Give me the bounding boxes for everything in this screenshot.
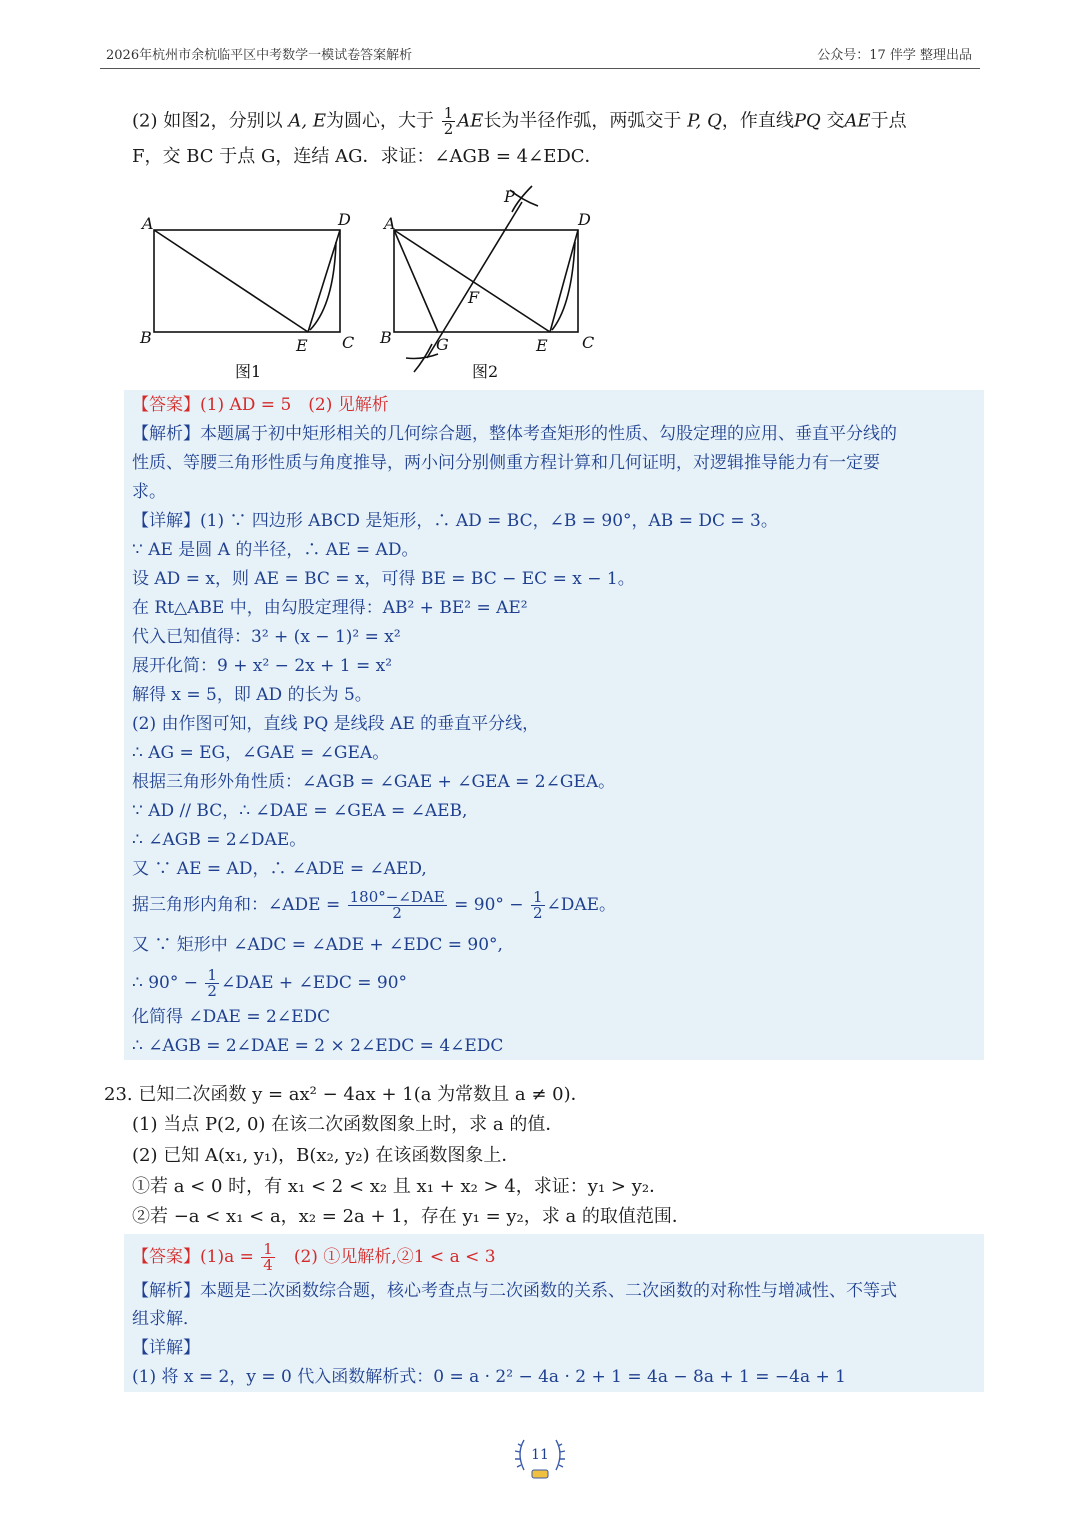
fraction-half: $\frac{1}{2}$ <box>443 104 454 138</box>
sol22-answer: 【答案】(1) AD = 5 (2) 见解析 <box>132 395 389 415</box>
fig2-label-d: D <box>578 210 591 229</box>
sol22-detail-2: ∵ AE 是圆 A 的半径，∴ AE = AD。 <box>132 540 419 560</box>
fig1-segment-ae <box>154 230 308 332</box>
fig2-label-f: F <box>468 288 480 307</box>
fig1-label-d: D <box>338 210 351 229</box>
fig2-label-b: B <box>380 328 392 347</box>
figure-1 <box>154 230 340 332</box>
fig1-label-b: B <box>140 328 152 347</box>
q22-part2-line2: F，交 BC 于点 G，连结 AG．求证：∠AGB = 4∠EDC． <box>132 146 603 167</box>
q23-part2-2: ②若 −a < x₁ < a，x₂ = 2a + 1，存在 y₁ = y₂，求 a 的取值范围． <box>132 1206 690 1227</box>
fig2-arc-q1 <box>406 354 438 359</box>
sol22-detail-1: 【详解】(1) ∵ 四边形 ABCD 是矩形，∴ AD = BC，∠B = 90°，AB = DC = 3。 <box>132 511 778 531</box>
sol22-detail-3: 设 AD = x，则 AE = BC = x，可得 BE = BC − EC = x − 1。 <box>132 569 635 589</box>
q23-part2-1: ①若 a < 0 时，有 x₁ < 2 < x₂ 且 x₁ + x₂ > 4，求证：y₁ > y₂． <box>132 1176 668 1197</box>
sol22-detail-13: 又 ∵ AE = AD，∴ ∠ADE = ∠AED, <box>132 859 427 879</box>
fig2-label-p: P <box>504 187 515 206</box>
sol22-detail-8: (2) 由作图可知，直线 PQ 是线段 AE 的垂直平分线， <box>132 714 540 734</box>
sol22-analysis-3: 求。 <box>132 482 166 502</box>
fig2-segment-de <box>550 230 578 332</box>
sol23-analysis-1: 【解析】本题是二次函数综合题，核心考查点与二次函数的关系、二次函数的对称性与增减性、不等式 <box>132 1281 897 1301</box>
q23-part1: (1) 当点 P(2, 0) 在该二次函数图象上时，求 a 的值． <box>132 1114 564 1135</box>
sol23-answer: 【答案】(1)a = $\frac{1}{4}$ (2) ①见解析,②1 < a < 3 <box>132 1240 496 1274</box>
sol22-detail-18: ∴ ∠AGB = 2∠DAE = 2 × 2∠EDC = 4∠EDC <box>132 1036 504 1056</box>
laurel-emblem <box>510 1432 570 1484</box>
fig2-caption: 图2 <box>472 362 499 381</box>
sol22-detail-9: ∴ AG = EG，∠GAE = ∠GEA。 <box>132 743 390 763</box>
fig2-label-e: E <box>536 336 548 355</box>
q23-part2: (2) 已知 A(x₁, y₁)，B(x₂, y₂) 在该函数图象上． <box>132 1145 520 1166</box>
header-source: 公众号：17 伴学 整理出品 <box>817 48 972 63</box>
fig2-label-a: A <box>384 214 396 233</box>
sol22-detail-17: 化简得 ∠DAE = 2∠EDC <box>132 1007 331 1027</box>
sol22-detail-11: ∵ AD // BC，∴ ∠DAE = ∠GEA = ∠AEB, <box>132 801 468 821</box>
sol23-detail-1: (1) 将 x = 2，y = 0 代入函数解析式：0 = a · 2² − 4a · 2 + 1 = 4a − 8a + 1 = −4a + 1 <box>132 1367 846 1387</box>
fig2-rectangle <box>394 230 578 332</box>
fig2-segment-ae <box>394 230 550 332</box>
sol22-detail-6: 展开化简：9 + x² − 2x + 1 = x² <box>132 656 393 676</box>
sol22-detail-15: 又 ∵ 矩形中 ∠ADC = ∠ADE + ∠EDC = 90°, <box>132 935 503 955</box>
page-header <box>100 36 980 69</box>
sol22-analysis-1: 【解析】本题属于初中矩形相关的几何综合题，整体考查矩形的性质、勾股定理的应用、垂直平分线的 <box>132 424 897 444</box>
sol22-detail-10: 根据三角形外角性质：∠AGB = ∠GAE + ∠GEA = 2∠GEA。 <box>132 772 616 792</box>
geometry-figures <box>120 180 620 385</box>
page-number: 11 <box>531 1447 549 1463</box>
sol22-detail-7: 解得 x = 5，即 AD 的长为 5。 <box>132 685 372 705</box>
sol22-detail-5: 代入已知值得：3² + (x − 1)² = x² <box>132 627 401 647</box>
header-title: 2026年杭州市余杭临平区中考数学一模试卷答案解析 <box>106 48 413 63</box>
q22-part2-line1: (2) 如图2，分别以 A, E为圆心，大于 $\frac{1}{2}$ AE长为半径作弧，两弧交于 P, Q，作直线PQ 交AE于点 <box>132 104 907 138</box>
fig1-caption: 图1 <box>235 362 262 381</box>
sol22-detail-12: ∴ ∠AGB = 2∠DAE。 <box>132 830 307 850</box>
sol22-detail-14: 据三角形内角和：∠ADE = $\frac{\text{180°−∠DAE}}{2}$ = 90° − $\frac{1}{2}$ ∠DAE。 <box>132 888 617 922</box>
q23-stem: 23. 已知二次函数 y = ax² − 4ax + 1(a 为常数且 a ≠ 0)． <box>104 1084 589 1105</box>
sol22-detail-4: 在 Rt△ABE 中，由勾股定理得：AB² + BE² = AE² <box>132 598 528 618</box>
sol22-detail-16: ∴ 90° − $\frac{1}{2}$ ∠DAE + ∠EDC = 90° <box>132 966 408 1000</box>
sol23-analysis-2: 组求解． <box>132 1309 200 1329</box>
fig1-label-e: E <box>296 336 308 355</box>
figure-2 <box>394 186 578 372</box>
fig2-label-g: G <box>436 335 449 354</box>
page-footer <box>0 1432 1080 1488</box>
sol23-detail-tag: 【详解】 <box>132 1338 200 1358</box>
sol22-analysis-2: 性质、等腰三角形性质与角度推导，两小问分别侧重方程计算和几何证明，对逻辑推导能力有一定要 <box>132 453 880 473</box>
fig2-label-c: C <box>582 333 595 352</box>
fig1-label-a: A <box>142 214 154 233</box>
fig1-label-c: C <box>342 333 355 352</box>
